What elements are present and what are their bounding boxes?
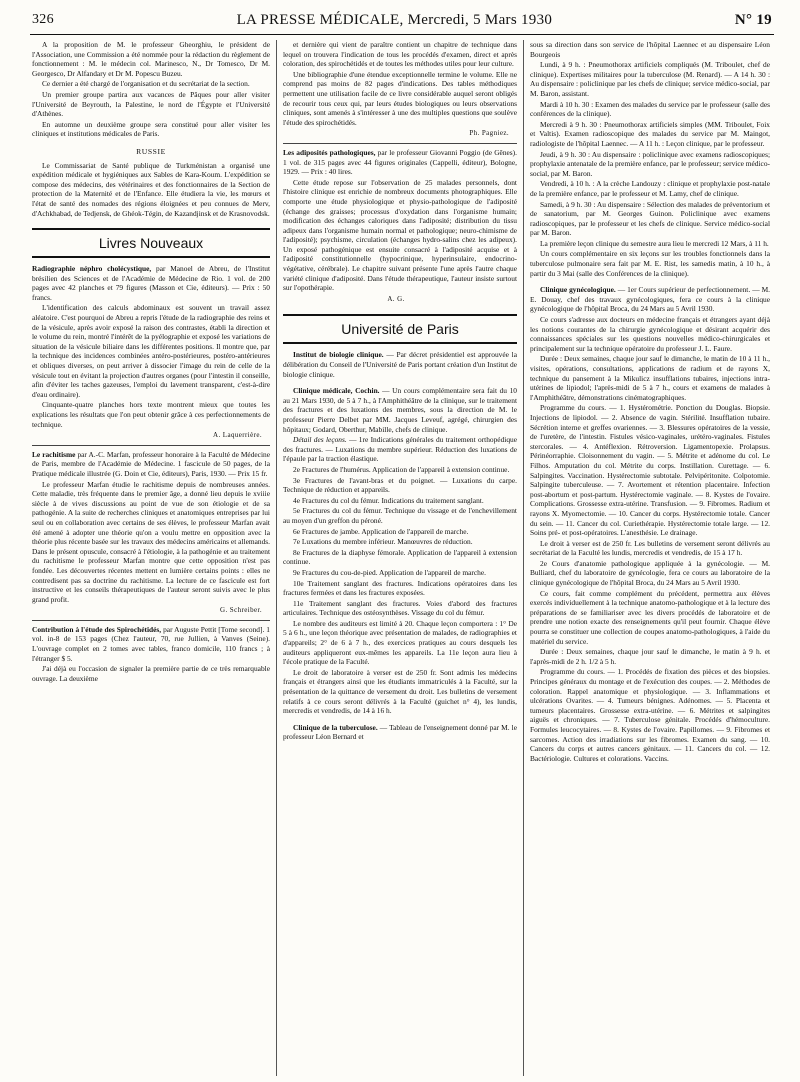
- book-title: Contribution à l'étude des Spirochétidés,: [32, 624, 162, 634]
- paragraph: L'identification des calculs abdominaux est souvent un travail assez aléatoire. C'est pourquoi de Abreu a repris l'étude de la radiographie des reins et de la vésicule, après avoir exposé la raison des contrastes, établi la direction et le volume du rein, montré l'intérêt de la pyélographie et exposé les variations de situation de la vésicule biliaire dans les différentes positions. Il montre que, par la technique des incidences combinées antéro-postérieures, postéro-antérieures et obliques diverses, on peut arriver à dissocier l'image du rein de celle de la vésicule tout en évitant la projection d'autres organes (pour l'intestin il conseille, afin d'éviter les taches gazeuses, l'emploi du lavement transparent, c'est-à-dire d'eau ordinaire).: [32, 303, 270, 399]
- separator: [283, 143, 517, 144]
- separator: [32, 445, 270, 446]
- lesson-item: [283, 435, 517, 464]
- page-number: 326: [32, 12, 54, 27]
- issue-number: N° 19: [734, 11, 772, 28]
- column-3: [530, 40, 770, 1076]
- book-entry: [32, 625, 270, 663]
- paragraph: et dernière qui vient de paraître contient un chapitre de technique dans lequel on trouvera l'indication de tous les procédés d'examen, direct et après coloration, des spirochétidés et de toutes les méthodes utiles pour leur culture.: [283, 40, 517, 69]
- paragraph: 2e Cours d'anatomie pathologique appliquée à la gynécologie. — M. Bulliard, chef du laboratoire de gynécologie, fera ce cours au laboratoire de la clinique gynécologique de l'hôpital Broca, du 24 Mars au 5 Avril 1930.: [530, 558, 770, 588]
- review-signature: A. G.: [387, 294, 405, 303]
- lesson-item: 5e Fractures du col du fémur. Technique du vissage et de l'enchevillement au moyen d'un greffon du péroné.: [283, 506, 517, 525]
- section-banner-livres: Livres Nouveaux: [32, 228, 270, 258]
- lesson-item: 8e Fractures de la diaphyse fémorale. Application de l'appareil à extension continue.: [283, 547, 517, 567]
- lesson-text: — 1re Indications générales du traitement orthopédique des fractures. — Luxations du membre supérieur. Réduction des luxations de l'épaule par la traction élastique.: [283, 435, 517, 464]
- paragraph: Un cours complémentaire en six leçons sur les troubles fonctionnels dans la tuberculose pulmonaire sera fait par M. E. Rist, les samedis matin, à 10 h., à partir du 3 Mai (salle des Conférences de la clinique).: [530, 249, 770, 278]
- book-entry: [32, 264, 270, 302]
- header-rule: [30, 34, 774, 35]
- paragraph: Ce cours, fait comme complément du précédent, permettra aux élèves exercés individuellement à la technique anatomo-pathologique et à la lecture des préparations de se familiariser avec les divers procédés de laboratoire et de prendre une notion exacte des renseignements qu'il peut fournir. Chaque élève pourra se constituer une collection de coupes anatomo-pathologiques, à l'aide du matériel du service.: [530, 588, 770, 646]
- schedule-item: Vendredi, à 10 h. : A la crèche Landouzy : clinique et prophylaxie post-natale de la première enfance, par le professeur et M. Lamy, chef de clinique.: [530, 179, 770, 198]
- column-2: [283, 40, 517, 1076]
- schedule-item: Mercredi à 9 h. 30 : Pneumothorax artificiels simples (MM. Triboulet, Foix et Valtis). Examen radioscopique des malades du service par M. Maingot, radiologiste de l'hôpital Laennec. — A 11 h. : Leçon clinique, par le professeur.: [530, 119, 770, 148]
- paragraph: Ce dernier a été chargé de l'organisation et du secrétariat de la section.: [42, 79, 250, 89]
- schedule-item: Samedi, à 9 h. 30 : Au dispensaire : Sélection des malades de préventorium et de sanatorium, par M. Georges Guinon. Policlinique avec examens radioscopiques, par le professeur et les chefs de clinique. Service médico-social par M. Baron.: [530, 199, 770, 238]
- paragraph: Le professeur Marfan étudie le rachitisme depuis de nombreuses années. Cette maladie, très fréquente dans le premier âge, a donné lieu depuis le xviiie siècle à de vives discussions au point de vue de son étiologie et de sa pathogénie. A la suite de recherches cliniques et anatomiques entreprises par lui seul ou en collaboration avec certains de ses élèves, le professeur Marfan avait été amené à adopter une théorie qu'on a voulu mettre en opposition avec la théorie plus récente basée sur les travaux des médecins américains et allemands. Dans le présent opuscule, consacré à l'étiologie, à la pathogénie et au traitement du rachitisme le professeur Marfan montre que cette opposition n'est pas fondée. Les découvertes récentes mettent en lumière certains points : elles ne contredisent pas sa doctrine du rachitisme. La lecture de ce fascicule est fort instructive et les conseils thérapeutiques de l'auteur seront suivis avec le plus grand profit.: [32, 479, 270, 604]
- paragraph: En automne un deuxième groupe sera constitué pour aller visiter les cliniques et institutions médicales de Paris.: [32, 119, 270, 139]
- lesson-item: 2e Fractures de l'humérus. Application de l'appareil à extension continue.: [293, 464, 510, 474]
- program-text: Programme du cours. — 1. Procédés de fixation des pièces et des biopsies. Principes généraux du montage et de l'exécution des coupes. — 2. Méthodes de coloration. Rappel anatomique et physiologique. — 3. Inflammations et ulcérations Ovarites. — 4. Tumeurs bénignes. Adénomes. — 5. Placenta et tumeurs placentaires. Grossesse extra-utérine. — 6. Métrites et salpingites aiguës et chroniques. — 7. Tuberculose génitale. Procédés d'hémoculture. Formules leucocytaires. — 8. Kystes de l'ovaire. Papillomes. — 9. Fibromes et sarcomes. Action des irradiations sur les fibromes. Examen du sang. — 10. Cancers du corps et autres cancers génitaux. — 11. Cancers du col. — 12. Bactériologie. Cultures et colorations. Vaccins.: [530, 667, 770, 763]
- paragraph: La première leçon clinique du semestre aura lieu le mercredi 12 Mars, à 11 h.: [540, 238, 769, 248]
- paragraph: Durée : Deux semaines, chaque jour sauf le dimanche, le matin de 10 à 11 h., visites, opérations, consultations, applications de radium et de rayons X, technique du pansement à la Mikulicz insufflations tubaires, injections intra-utérines de lipiodol; l'après-midi de 5 à 7 h., cours et examens de malades à l'Amphithéâtre, démonstrations cinématographiques.: [530, 354, 770, 402]
- news-item: [283, 350, 517, 379]
- lesson-item: 7e Luxations du membre inférieur. Manœuvres de réduction.: [293, 537, 473, 547]
- lesson-item: 6e Fractures de jambe. Application de l'appareil de marche.: [293, 526, 469, 536]
- news-text: — Un cours complémentaire sera fait du 10 au 21 Mars 1930, de 5 à 7 h., à l'Amphithéâtre de la clinique, sur le traitement des fractures et des luxations des membres, sous la direction de M. le professeur Pierre Delbet par MM. Jacques Leveuf, agrégé, chirurgien des hôpitaux; Godard, Oberthur, Mabille, chefs de clinique.: [283, 386, 517, 434]
- paragraph: Une bibliographie d'une étendue exceptionnelle termine le volume. Elle ne comprend pas moins de 82 pages d'indications. Des tables méthodiques permettent une utilisation facile de ce livre considérable auquel seront obligés de recourir tous ceux qui, par leurs études biologiques ou leurs observations cliniques, sont amenés à s'intéresser à une des multiples questions que soulève l'étude des spirochétidés.: [283, 69, 517, 127]
- book-reference: par Auguste Pettit [Tome second]. 1 vol. in-8 de 153 pages (Chez l'auteur, 70, rue Jullien, à Vanves (Seine). L'ouvrage complet en 2 tomes avec tables, franco domicile, 110 francs ; à l'étranger $ 5.: [32, 624, 270, 663]
- news-heading: Clinique de la tuberculose.: [293, 722, 378, 732]
- paragraph: Le nombre des auditeurs est limité à 20. Chaque leçon comportera : 1° De 5 à 6 h., une leçon théorique avec présentation de malades, de radiographies et d'appareils; 2° de 6 à 7 h., des exercices pratiques au cours desquels les auditeurs appliqueront eux-mêmes les appareils. La 11e leçon aura lieu à l'école pratique de la Faculté.: [283, 618, 517, 667]
- paragraph: Un premier groupe partira aux vacances de Pâques pour aller visiter l'Université de Beyrouth, la Palestine, le nord de l'Égypte et l'Université d'Athènes.: [32, 89, 270, 119]
- book-entry: [283, 148, 517, 177]
- news-item: [530, 285, 770, 314]
- review-signature: Ph. Pagniez.: [469, 129, 509, 138]
- lesson-item: 11e Traitement sanglant des fractures. Voies d'abord des fractures articulaires. Technique des ostéosynthèses. Vissage du col du fémur.: [283, 598, 517, 618]
- news-item: [283, 723, 517, 742]
- book-title: Les adiposités pathologiques,: [283, 147, 376, 157]
- lesson-item: 9e Fractures du cou-de-pied. Application de l'appareil de marche.: [293, 567, 487, 577]
- news-text: — 1er Cours supérieur de perfectionnement. — M. E. Douay, chef des travaux gynécologiques, fera ce cours à la clinique gynécologique de l'hôpital Broca, du 24 Mars au 5 Avril 1930.: [530, 285, 770, 314]
- book-entry: [32, 450, 270, 479]
- paragraph: J'ai déjà eu l'occasion de signaler la première partie de ce très remarquable ouvrage. La deuxième: [32, 664, 270, 683]
- paragraph: Le droit de laboratoire à verser est de 250 fr. Sont admis les médecins français et étrangers ainsi que les étudiants immatriculés à la Faculté, sur la présentation de la quittance de versement du droit. Les bulletins de versement relatifs à ce cours seront délivrés à la Faculté (guichet n° 4), les lundis, mercredis et vendredis, de 14 à 16 h.: [283, 667, 517, 716]
- page-header: [32, 6, 772, 34]
- paragraph: Cinquante-quatre planches hors texte montrent mieux que toutes les explications les résultats que l'on peut obtenir grâce à ces perfectionnements de technique.: [32, 400, 270, 429]
- news-text: — Tableau de l'enseignement donné par M. le professeur Léon Bernard et: [283, 722, 517, 742]
- paragraph: Le Commissariat de Santé publique de Turkménistan a organisé une expédition médicale et hygiéniques aux Sables de Kara-Koum. L'expédition se compose des médecins, des vétérinaires et des fonctionnaires de la Section de protection de la Maternité et de l'Enfance. Elle étudiera la vie, les mœurs et l'état de santé des nomades des régions éloignées et peu connues de Merv, d'Achkhabad, de Tedjensk, de Ghéok-Tégin, de Kazandjinsk et de Krasnovodsk.: [32, 160, 270, 218]
- paragraph: Le droit à verser est de 250 fr. Les bulletins de versement seront délivrés au secrétariat de la Faculté les lundis, mercredis et vendredis, de 15 à 17 h.: [530, 538, 770, 558]
- news-heading: Clinique gynécologique.: [540, 285, 616, 295]
- book-reference: par A.-C. Marfan, professeur honoraire à la Faculté de Médecine de Paris, membre de l'Académie de Médecine. 1 fascicule de 50 pages, de la Pratique médicale illustrée (G. Doin et Cie, éditeurs), Paris, 1930. — Prix 15 fr.: [32, 449, 270, 478]
- lesson-item: 4e Fractures du col du fémur. Indications du traitement sanglant.: [293, 495, 484, 505]
- news-heading: Clinique médicale, Cochin.: [293, 386, 380, 396]
- schedule-item: Jeudi, à 9 h. 30 : Au dispensaire : policlinique avec examens radioscopiques; prophylaxie antenatale de la première enfance, par le professeur; service médico-social, par M. Baron.: [530, 149, 770, 178]
- column-divider-2: [523, 40, 524, 1076]
- news-text: — Par décret présidentiel est approuvée la délibération du Conseil de l'Université de Paris portant création d'un Institut de biologie clinique.: [283, 350, 517, 379]
- paragraph: Cette étude repose sur l'observation de 25 malades personnels, dont l'histoire clinique est enrichie de nombreux documents photographiques. Elle comporte une étude physiologique et physio-pathologique de l'adiposité (échange des graisses; processus d'oxydation dans l'organisme humain; modification des échanges caloriques dans l'adiposité; distribution du tissu adipeux dans l'organisme humain normal et pathologique; neuro-chimisme de l'adiposité); psychisme, circulation (échanges hydro-salins chez les adipeux). Un exposé pathogénique est ensuite consacré à l'adiposité acquise et à l'adiposité constitutionnelle (hypocrinique, hyperinsulaire, endocrino-végétative, cérébrale). Le chapitre suivant présente l'une après l'autre chaque variété clinique d'adiposité. Dans l'étude thérapeutique, l'auteur insiste surtout sur l'opothérapie.: [283, 177, 517, 293]
- book-reference: par Manoel de Abreu, de l'Institut brésilien des Sciences et de l'Académie de Médecine de Rio. 1 vol. de 200 pages avec 42 planches et 79 figures (Masson et Cie, éditeurs). — Prix : 50 francs.: [32, 264, 270, 302]
- review-signature: A. Laquerrière.: [213, 431, 262, 440]
- journal-title: LA PRESSE MÉDICALE, Mercredi, 5 Mars 1930: [236, 11, 553, 28]
- paragraph: Ce cours s'adresse aux docteurs en médecine français et étrangers ayant déjà les notions courantes de la chirurgie gynécologique et désirant acquérir des connaissances spéciales sur les questions nouvelles médico-chirurgicales et principalement sur la technique opératoire du professeur J. L. Faure.: [530, 315, 770, 353]
- book-reference: par le professeur Giovanni Poggio (de Gênes). 1 vol. de 315 pages avec 44 figures originales (Cappelli, éditeur), Bologne, 1929. — Prix : 40 lires.: [283, 147, 517, 177]
- schedule-item: Mardi à 10 h. 30 : Examen des malades du service par le professeur (salle des conférences de la clinique).: [530, 99, 770, 119]
- schedule-item: Lundi, à 9 h. : Pneumothorax artificiels compliqués (M. Triboulet, chef de clinique). Expertises militaires pour la tuberculose (M. Renard). — A 14 h. 30 : Au dispensaire : policlinique par les chefs de clinique; service médico-social, par M. Baron, assistant.: [530, 60, 770, 98]
- program-text: Programme du cours. — 1. Hystérométrie. Ponction du Douglas. Biopsie. Injections de lipiodol. — 2. Absence de vagin. Stérilité. Insufflation tubaire. Sécrétion interne et greffes ovariennes. — 3. Blessures opératoires de la vessie, de l'uretère, de l'intestin. Fistules vésico-vaginales, urétéro-vaginales. Fistules stercorales. — 4. Antéflexion. Rétroversion. Ligamentopexie. Prolapsus. Périnéorraphie. Cloisonnement du vagin. — 5. Métrite et adénome du col. Le Filhos. Amputation du col. Métrite du corps. Instillation. Curettage. — 6. Salpingites. Vaccination. Hystérectomie subtotale. Pelvipéritonite. Colpotomie. Salpingite tuberculeuse. — 7. Avortement et rétention placentaire. Infection post-abortum et post-partum. Hystérectomie vaginale. — 8. Kystes de l'ovaire. Complications. Grossesse extra-utérine. Transfusion. — 9. Fibromes. Radium et rayons X. Myomectomie. — 10. Cancer du corps. Hystérectomie totale. Cancer du sein. — 11. Cancer du col. Curiethérapie. Hystérectomie totale large. — 12. Soins pré- et post-opératoires. L'anesthésie. Le drainage.: [530, 403, 770, 538]
- lesson-label: Détail des leçons.: [293, 435, 347, 445]
- section-banner-universite: Université de Paris: [283, 314, 517, 344]
- column-divider-1: [276, 40, 277, 1076]
- lesson-item: 10e Traitement sanglant des fractures. Indications opératoires dans les fractures fermées et dans les fractures exposées.: [283, 578, 517, 598]
- news-heading: Institut de biologie clinique.: [293, 350, 384, 360]
- review-signature: G. Schreiber.: [220, 606, 262, 615]
- paragraph: A la proposition de M. le professeur Gheorghiu, le président de l'Association, une Commission a été nommée pour la rédaction du règlement de fonctionnement : M. le médecin col. Marinesco, N., Dr Tomesco, Dr M. Georgesco, Dr Alfandary et Dr M. Popescu Buzeu.: [32, 40, 270, 78]
- news-item: [283, 386, 517, 434]
- paragraph: Durée : Deux semaines, chaque jour sauf le dimanche, le matin à 9 h. et l'après-midi de 2 h. 1/2 à 5 h.: [530, 647, 770, 666]
- book-title: Radiographie néphro cholécystique,: [32, 264, 152, 274]
- paragraph: sous sa direction dans son service de l'hôpital Laennec et au dispensaire Léon Bourgeois: [530, 40, 770, 59]
- book-title: Le rachitisme: [32, 449, 76, 459]
- separator: [32, 620, 270, 621]
- lesson-item: 3e Fractures de l'avant-bras et du poignet. — Luxations du carpe. Technique de réduction et appareils.: [283, 475, 517, 495]
- column-1: [32, 40, 270, 1076]
- section-label-russie: RUSSIE: [136, 146, 166, 156]
